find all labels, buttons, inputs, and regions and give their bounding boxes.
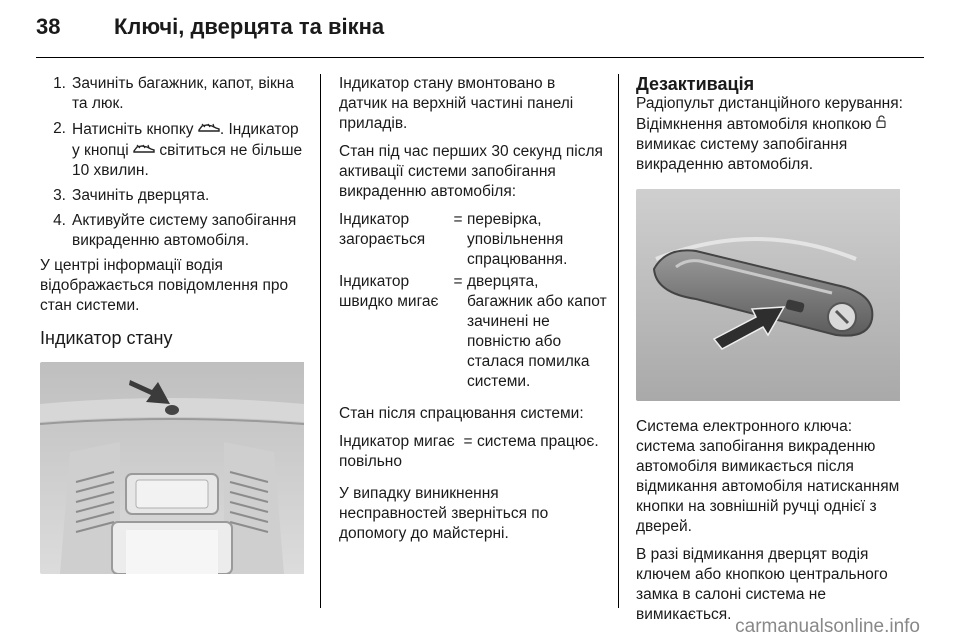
list-item: 3. Зачиніть дверцята. — [53, 187, 210, 204]
manual-unlock-paragraph: В разі відмикання дверцят водія ключем або кнопкою центрального замка в салоні система не вимикається. — [636, 546, 888, 623]
unlock-padlock-icon — [876, 114, 886, 134]
page-title: Ключі, дверцята та вікна — [114, 14, 385, 39]
deactivation-heading: Дезактивація — [636, 74, 755, 94]
column-3 — [636, 74, 904, 633]
anti-theft-car-icon — [198, 119, 220, 139]
table-row: Індикатор загорається = перевірка, уповільнення спрацювання. — [339, 211, 568, 268]
list-item: 2. Натисніть кнопку . Індикатор у кнопці світиться не більше 10 хвилин. — [53, 120, 303, 179]
malfunction-paragraph: У випадку виникнення несправностей зверніться по допомогу до майстерні. — [339, 485, 549, 542]
page-header — [36, 14, 384, 50]
status-paragraph: У центрі інформації водія відображається повідомлення про стан системи. — [40, 257, 289, 314]
page-number: 38 — [36, 14, 61, 39]
dashboard-sensor-figure — [40, 362, 306, 574]
list-item: 4. Активуйте систему запобігання викраденню автомобіля. — [53, 212, 297, 249]
table-row: Індикатор швидко мигає = дверцята, багажник або капот зачинені не повністю або сталася помилка системи. — [339, 273, 607, 390]
header-rule — [36, 57, 924, 58]
door-handle-figure — [636, 189, 904, 401]
electronic-key-paragraph: Система електронного ключа: система запобігання викраденню автомобіля вимикається після відмикання автомобіля натисканням кнопки на зовнішній ручці однієї з дверей. — [636, 418, 900, 535]
anti-theft-car-icon — [133, 140, 155, 160]
section-subheading: Індикатор стану — [40, 328, 173, 348]
status-table-2 — [339, 432, 607, 472]
sensor-location-paragraph: Індикатор стану вмонтовано в датчик на верхній частині панелі приладів. — [339, 75, 574, 132]
list-item: 1. Зачиніть багажник, капот, вікна та люк. — [53, 75, 294, 112]
first-seconds-paragraph: Стан під час перших 30 секунд після активації системи запобігання викраденню автомобіля: — [339, 143, 603, 200]
table-row: Індикатор мигає повільно = система працює. — [339, 433, 599, 470]
after-activation-paragraph: Стан після спрацювання системи: — [339, 405, 584, 422]
column-1 — [40, 74, 306, 574]
column-divider — [320, 74, 321, 608]
steps-list — [40, 74, 306, 251]
column-divider — [618, 74, 619, 608]
remote-deactivation-paragraph: Радіопульт дистанційного керування: Відімкнення автомобіля кнопкою вимикає систему запобігання викраденню автомобіля. — [636, 95, 903, 173]
status-table-1 — [339, 210, 607, 392]
column-2 — [339, 74, 607, 552]
watermark: carmanualsonline.info — [735, 616, 920, 637]
